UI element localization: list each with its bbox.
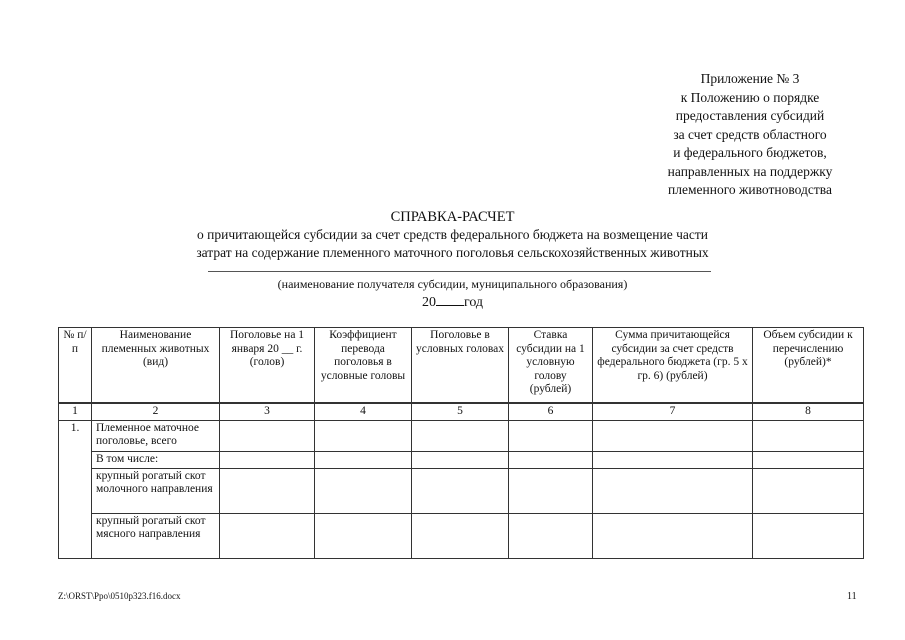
- row-animal-type: В том числе:: [92, 451, 220, 468]
- column-number: 5: [412, 403, 509, 420]
- header-cell-subsidy-rate: Ставка субсидии на 1 условную голову (рублей): [509, 328, 593, 404]
- header-cell-number: № п/п: [59, 328, 92, 404]
- empty-cell: [412, 420, 509, 451]
- document-title: СПРАВКА-РАСЧЕТ: [390, 209, 515, 225]
- column-number: 7: [593, 403, 753, 420]
- header-cell-herd-count: Поголовье на 1 января 20 __ г. (голов): [220, 328, 315, 404]
- empty-cell: [412, 468, 509, 513]
- empty-cell: [412, 451, 509, 468]
- column-number-row: [59, 403, 864, 420]
- subsidy-table: [58, 327, 864, 559]
- empty-cell: [509, 420, 593, 451]
- empty-cell: [593, 451, 753, 468]
- row-number: 1.: [59, 420, 92, 558]
- year-blank: [436, 292, 464, 306]
- appendix-line: предоставления субсидий: [675, 108, 825, 123]
- year-line: 20 год: [0, 292, 905, 311]
- column-number: 4: [315, 403, 412, 420]
- column-number: 6: [509, 403, 593, 420]
- header-cell-animal-type: Наименование племенных животных (вид): [92, 328, 220, 404]
- page-number: 11: [847, 591, 857, 602]
- empty-cell: [315, 420, 412, 451]
- empty-cell: [220, 513, 315, 558]
- row-animal-type: Племенное маточное поголовье, всего: [92, 420, 220, 451]
- appendix-line: к Положению о порядке: [680, 89, 820, 105]
- table-row: [59, 420, 864, 451]
- empty-cell: [509, 451, 593, 468]
- empty-cell: [753, 513, 864, 558]
- table-row: [59, 451, 864, 468]
- empty-cell: [509, 468, 593, 513]
- row-animal-type: крупный рогатый скот мясного направления: [92, 513, 220, 558]
- table-row: [59, 468, 864, 513]
- footer-file-path: Z:\ORST\Ppo\0510p323.f16.docx: [58, 591, 181, 601]
- empty-cell: [220, 451, 315, 468]
- empty-cell: [753, 451, 864, 468]
- empty-cell: [315, 451, 412, 468]
- empty-cell: [412, 513, 509, 558]
- header-cell-subsidy-sum: Сумма причитающейся субсидии за счет средств федерального бюджета (гр. 5 х гр. 6) (рублей): [593, 328, 753, 404]
- appendix-line: племенного животноводства: [668, 182, 832, 197]
- empty-cell: [753, 420, 864, 451]
- header-cell-conversion-coefficient: Коэффициент перевода поголовья в условные головы: [315, 328, 412, 404]
- column-number: 2: [92, 403, 220, 420]
- empty-cell: [315, 513, 412, 558]
- empty-cell: [753, 468, 864, 513]
- row-animal-type: крупный рогатый скот молочного направления: [92, 468, 220, 513]
- empty-cell: [509, 513, 593, 558]
- table-row: [59, 513, 864, 558]
- appendix-block: [590, 70, 905, 200]
- document-subtitle: [0, 226, 905, 262]
- subtitle-line: о причитающейся субсидии за счет средств федерального бюджета на возмещение части: [197, 227, 708, 242]
- table-header-row: [59, 328, 864, 404]
- empty-cell: [593, 420, 753, 451]
- header-cell-conventional-heads: Поголовье в условных головах: [412, 328, 509, 404]
- empty-cell: [315, 468, 412, 513]
- empty-cell: [220, 420, 315, 451]
- empty-cell: [593, 468, 753, 513]
- header-cell-transfer-amount: Объем субсидии к перечислению (рублей)*: [753, 328, 864, 404]
- year-prefix: 20: [421, 295, 436, 310]
- empty-cell: [593, 513, 753, 558]
- column-number: 3: [220, 403, 315, 420]
- recipient-caption: (наименование получателя субсидии, муниципального образования): [277, 277, 628, 291]
- appendix-line: и федерального бюджетов,: [673, 145, 827, 160]
- column-number: 1: [59, 403, 92, 420]
- appendix-line: направленных на поддержку: [667, 163, 833, 179]
- column-number: 8: [753, 403, 864, 420]
- recipient-name-blank-line: [208, 271, 711, 272]
- appendix-line: за счет средств областного: [673, 126, 827, 142]
- subtitle-line: затрат на содержание племенного маточного поголовья сельскохозяйственных животных: [196, 245, 709, 260]
- empty-cell: [220, 468, 315, 513]
- appendix-line: Приложение № 3: [700, 71, 800, 86]
